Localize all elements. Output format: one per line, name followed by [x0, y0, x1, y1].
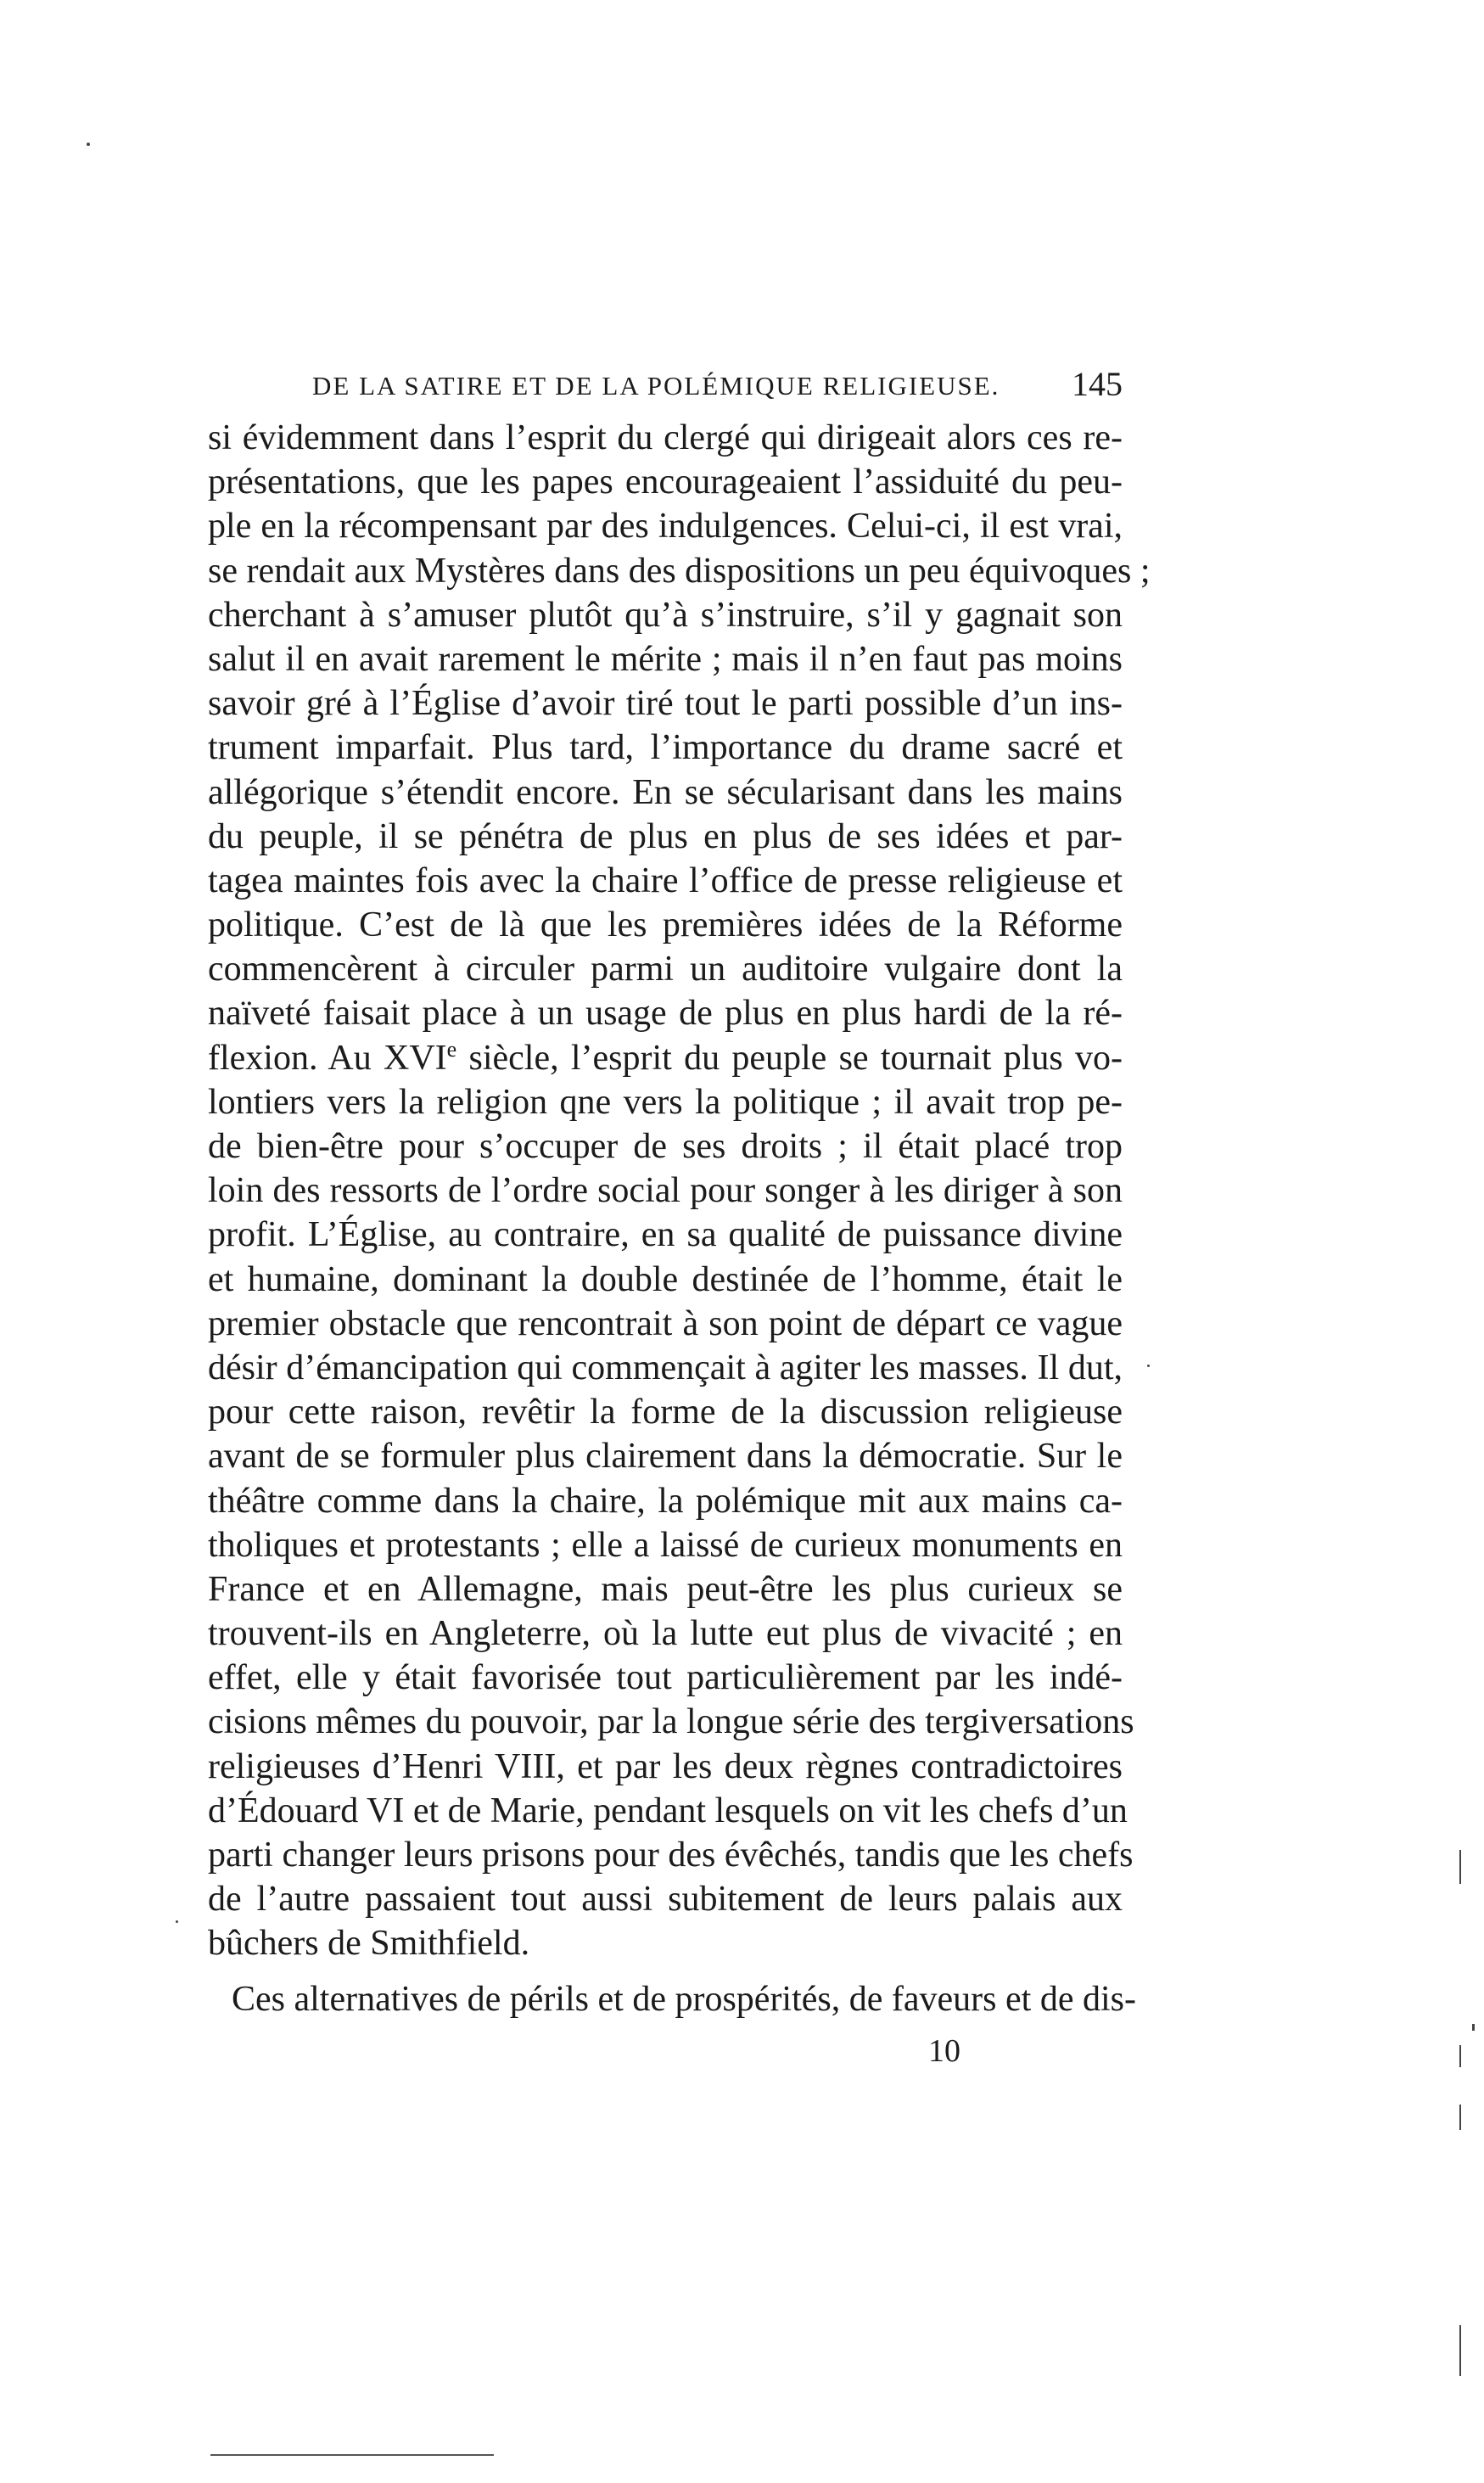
text-line: de l’autre passaient tout aussi subitement de leurs palais aux [208, 1880, 1123, 1920]
text-line: trouvent-ils en Angleterre, où la lutte eut plus de vivacité ; en [208, 1614, 1123, 1654]
running-title: DE LA SATIRE ET DE LA POLÉMIQUE RELIGIEUSE. [312, 371, 1000, 401]
text-line: cisions mêmes du pouvoir, par la longue série des tergiversations [208, 1702, 1134, 1742]
text-line: lontiers vers la religion qne vers la politique ; il avait trop pe- [208, 1082, 1123, 1122]
scan-edge-mark [1459, 1850, 1461, 1884]
scan-speck [1147, 1365, 1150, 1367]
text-line: présentations, que les papes encourageaient l’assiduité du peu- [208, 462, 1123, 502]
signature-mark: 10 [928, 2033, 960, 2069]
scan-edge-mark [1472, 2024, 1475, 2031]
text-line: politique. C’est de là que les premières idées de la Réforme [208, 905, 1123, 945]
text-line: premier obstacle que rencontrait à son point de départ ce vague [208, 1303, 1123, 1343]
text-line: ple en la récompensant par des indulgences. Celui-ci, il est vrai, [208, 507, 1123, 546]
text-line: loin des ressorts de l’ordre social pour songer à les diriger à son [208, 1171, 1123, 1211]
text-line: d’Édouard VI et de Marie, pendant lesquels on vit les chefs d’un [208, 1791, 1128, 1830]
body-text [208, 416, 1151, 2021]
text-line-start: flexion. Au XVI [208, 1038, 447, 1078]
text-line: Ces alternatives de périls et de prospérités, de faveurs et de dis- [232, 1979, 1136, 2019]
scan-speck [87, 143, 90, 146]
scan-edge-mark [1459, 2105, 1461, 2130]
text-line: effet, elle y était favorisée tout particulièrement par les indé- [208, 1658, 1123, 1698]
text-line: pour cette raison, revêtir la forme de la discussion religieuse [208, 1393, 1123, 1432]
text-line-century [208, 1036, 1123, 1080]
text-line: de bien-être pour s’occuper de ses droits ; il était placé trop [208, 1127, 1123, 1166]
text-line: du peuple, il se pénétra de plus en plus de ses idées et par- [208, 816, 1123, 856]
text-line: salut il en avait rarement le mérite ; mais il n’en faut pas moins [208, 639, 1123, 679]
text-line: naïveté faisait place à un usage de plus en plus hardi de la ré- [208, 994, 1123, 1034]
superscript: e [446, 1036, 457, 1062]
page-number: 145 [1072, 365, 1123, 403]
text-line: tholiques et protestants ; elle a laissé de curieux monuments en [208, 1525, 1123, 1565]
text-line: allégorique s’étendit encore. En se sécularisant dans les mains [208, 772, 1123, 812]
running-head [312, 365, 1123, 407]
text-line: si évidemment dans l’esprit du clergé qui dirigeait alors ces re- [208, 418, 1123, 457]
text-line: commencèrent à circuler parmi un auditoire vulgaire dont la [208, 950, 1123, 989]
text-line: religieuses d’Henri VIII, et par les deux règnes contradictoires [208, 1746, 1123, 1786]
text-line: profit. L’Église, au contraire, en sa qualité de puissance divine [208, 1215, 1123, 1255]
text-line: avant de se formuler plus clairement dans la démocratie. Sur le [208, 1437, 1123, 1477]
text-line: désir d’émancipation qui commençait à agiter les masses. Il dut, [208, 1348, 1123, 1387]
scan-edge-mark [1459, 2045, 1461, 2067]
bottom-rule [465, 2454, 494, 2456]
scan-edge-mark [1459, 2325, 1461, 2376]
text-line: parti changer leurs prisons pour des évêchés, tandis que les chefs [208, 1836, 1134, 1875]
text-line: se rendait aux Mystères dans des dispositions un peu équivoques ; [208, 551, 1151, 591]
text-line-end: siècle, l’esprit du peuple se tournait plus vo- [456, 1038, 1123, 1078]
text-line: France et en Allemagne, mais peut-être les plus curieux se [208, 1569, 1123, 1609]
scan-speck [176, 1920, 178, 1923]
text-line: et humaine, dominant la double destinée de l’homme, était le [208, 1259, 1123, 1299]
paragraph-end-line: bûchers de Smithfield. [208, 1924, 530, 1964]
text-line: tagea maintes fois avec la chaire l’office de presse religieuse et [208, 860, 1123, 900]
text-line: théâtre comme dans la chaire, la polémique mit aux mains ca- [208, 1481, 1123, 1521]
bottom-rule [210, 2454, 490, 2456]
text-line: savoir gré à l’Église d’avoir tiré tout le parti possible d’un ins- [208, 684, 1123, 724]
text-line: trument imparfait. Plus tard, l’importance du drame sacré et [208, 728, 1123, 768]
text-line: cherchant à s’amuser plutôt qu’à s’instruire, s’il y gagnait son [208, 595, 1123, 635]
